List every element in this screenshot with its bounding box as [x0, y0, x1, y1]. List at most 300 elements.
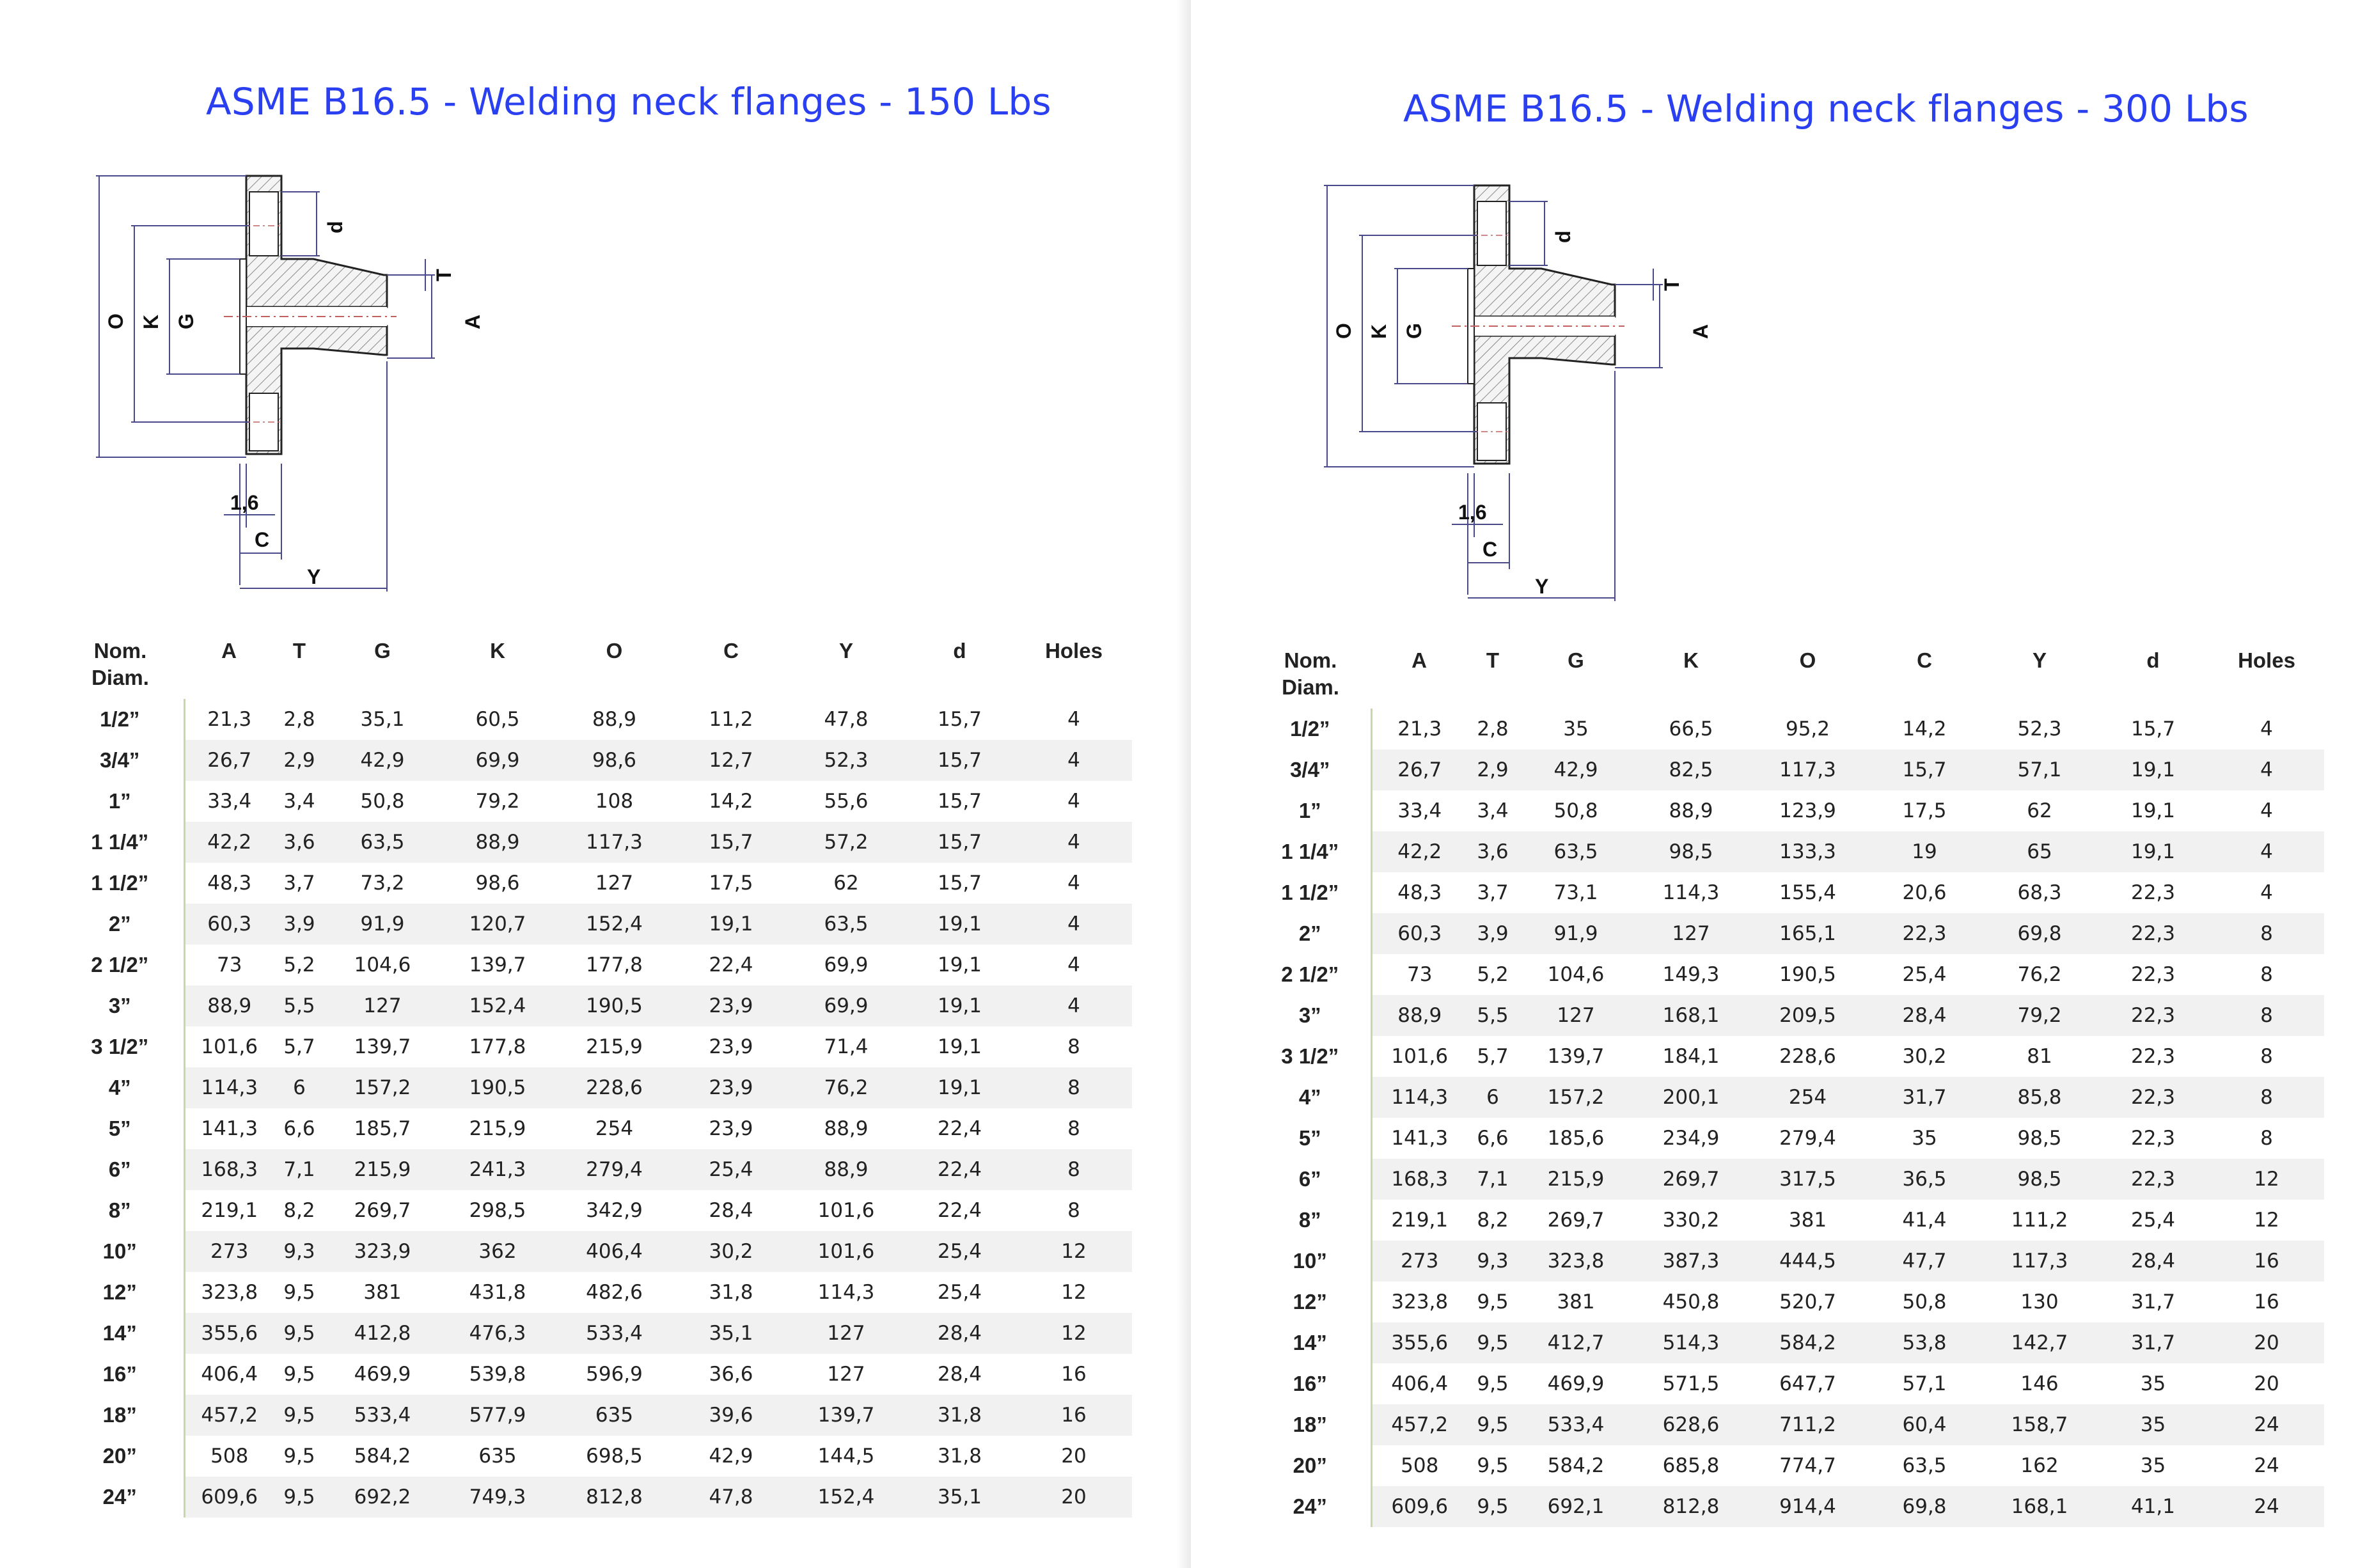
cell-t: 2,9 [274, 740, 325, 781]
cell-y: 55,6 [824, 790, 869, 813]
cell-a: 273 [184, 1231, 274, 1272]
label-g: G [1403, 323, 1426, 339]
cell-holes: 4 [1016, 904, 1132, 945]
cell-y: 98,5 [1982, 1159, 2097, 1200]
cell-holes: 8 [2209, 913, 2324, 954]
cell-y: 111,2 [2011, 1209, 2068, 1232]
cell-holes: 4 [1067, 872, 1080, 895]
cell-t: 9,5 [274, 1395, 325, 1436]
cell-k: 450,8 [1662, 1290, 1720, 1313]
cell-t: 5,2 [1477, 963, 1509, 986]
cell-g: 269,7 [354, 1199, 411, 1222]
cell-a: 21,3 [1371, 709, 1467, 749]
table-row [56, 985, 1132, 1026]
cell-k: 635 [478, 1445, 517, 1468]
cell-g: 73,1 [1553, 881, 1598, 904]
cell-y: 81 [2027, 1045, 2052, 1068]
cell-y: 139,7 [789, 1395, 904, 1436]
cell-t: 9,5 [1467, 1404, 1518, 1445]
cell-g: 215,9 [325, 1149, 440, 1190]
cell-y: 152,4 [789, 1477, 904, 1517]
cell-a: 219,1 [184, 1190, 274, 1231]
flange-drawing [77, 144, 512, 604]
cell-nom-diam: 10” [1250, 1241, 1371, 1282]
cell-nom-diam: 10” [56, 1231, 184, 1272]
cell-k: 241,3 [440, 1149, 555, 1190]
cell-nom-diam: 3” [1250, 995, 1371, 1036]
cell-nom-diam: 6” [56, 1149, 184, 1190]
cell-d: 22,4 [904, 1149, 1016, 1190]
cell-holes: 20 [1016, 1477, 1132, 1517]
cell-a: 609,6 [1371, 1486, 1467, 1527]
cell-c: 30,2 [1902, 1045, 1947, 1068]
column-header-t: T [1486, 648, 1500, 672]
cell-y: 62 [833, 872, 859, 895]
cell-a: 26,7 [1371, 749, 1467, 790]
cell-o: 177,8 [586, 953, 643, 976]
cell-o: 914,4 [1749, 1486, 1867, 1527]
cell-nom-diam: 1 1/2” [1281, 881, 1339, 904]
cell-o: 215,9 [586, 1035, 643, 1058]
cell-c: 47,7 [1867, 1241, 1982, 1282]
cell-d: 19,1 [2130, 799, 2176, 822]
cell-d: 35 [2140, 1454, 2166, 1477]
cell-a: 101,6 [184, 1026, 274, 1067]
cell-t: 9,5 [1477, 1454, 1509, 1477]
table-row [1250, 709, 2324, 749]
cell-a: 406,4 [1371, 1363, 1467, 1404]
cell-k: 362 [440, 1231, 555, 1272]
cell-k: 577,9 [440, 1395, 555, 1436]
cell-y: 69,9 [789, 985, 904, 1026]
cell-o: 165,1 [1749, 913, 1867, 954]
cell-k: 190,5 [440, 1067, 555, 1108]
cell-g: 139,7 [354, 1035, 411, 1058]
label-d: d [324, 221, 347, 233]
cell-a: 508 [184, 1436, 274, 1477]
cell-d: 25,4 [2130, 1209, 2176, 1232]
table-row [1250, 1322, 2324, 1363]
cell-y: 57,2 [789, 822, 904, 863]
column-header-g: G [374, 639, 391, 662]
cell-d: 25,4 [937, 1281, 982, 1304]
page-300-lbs [1191, 0, 2367, 1568]
cell-o: 127 [595, 872, 634, 895]
cell-d: 35 [2097, 1404, 2209, 1445]
cell-g: 104,6 [1547, 963, 1605, 986]
cell-o: 117,3 [1749, 749, 1867, 790]
cell-d: 31,7 [2130, 1290, 2176, 1313]
cell-a: 323,8 [1371, 1282, 1467, 1322]
flange-drawing [1305, 153, 1740, 614]
table-row [56, 781, 1132, 822]
label-o: O [104, 313, 127, 329]
cell-y: 144,5 [817, 1445, 875, 1468]
cell-t: 7,1 [1467, 1159, 1518, 1200]
cell-o: 647,7 [1779, 1372, 1836, 1395]
cell-y: 142,7 [1982, 1322, 2097, 1363]
cell-y: 65 [1982, 831, 2097, 872]
cell-a: 508 [1371, 1445, 1467, 1486]
cell-t: 2,8 [283, 708, 315, 731]
cell-t: 9,5 [283, 1445, 315, 1468]
table-row [1250, 954, 2324, 995]
cell-holes: 4 [2260, 799, 2273, 822]
cell-g: 269,7 [1547, 1209, 1605, 1232]
cell-g: 692,2 [325, 1477, 440, 1517]
column-header-k: K [490, 639, 505, 662]
cell-o: 444,5 [1749, 1241, 1867, 1282]
cell-d: 22,3 [2097, 1159, 2209, 1200]
cell-c: 17,5 [1902, 799, 1947, 822]
cell-a: 88,9 [184, 985, 274, 1026]
cell-a: 21,3 [184, 699, 274, 740]
label-y: Y [1535, 575, 1549, 598]
cell-t: 9,5 [283, 1281, 315, 1304]
cell-o: 228,6 [1779, 1045, 1836, 1068]
cell-y: 101,6 [817, 1199, 875, 1222]
header-row [1250, 633, 2324, 709]
cell-holes: 24 [2254, 1454, 2279, 1477]
cell-o: 152,4 [555, 904, 673, 945]
column-header-c: C [1917, 648, 1932, 672]
cell-c: 12,7 [673, 740, 789, 781]
cell-t: 8,2 [283, 1199, 315, 1222]
cell-nom-diam: 14” [56, 1313, 184, 1354]
cell-t: 8,2 [1477, 1209, 1509, 1232]
cell-d: 19,1 [904, 904, 1016, 945]
cell-t: 3,9 [1467, 913, 1518, 954]
cell-g: 50,8 [1553, 799, 1598, 822]
cell-y: 52,3 [2017, 717, 2062, 741]
table-row [56, 904, 1132, 945]
cell-k: 749,3 [440, 1477, 555, 1517]
cell-d: 15,7 [937, 708, 982, 731]
cell-nom-diam: 2” [1250, 913, 1371, 954]
cell-t: 2,9 [1467, 749, 1518, 790]
cell-k: 269,7 [1633, 1159, 1749, 1200]
cell-holes: 16 [1061, 1363, 1087, 1386]
cell-d: 22,3 [2097, 995, 2209, 1036]
label-d: d [1552, 230, 1575, 243]
cell-a: 60,3 [1371, 913, 1467, 954]
cell-a: 26,7 [184, 740, 274, 781]
cell-k: 120,7 [440, 904, 555, 945]
table-row [1250, 1486, 2324, 1527]
table-row [1250, 1036, 2324, 1077]
column-header-t: T [292, 639, 306, 662]
cell-y: 162 [2020, 1454, 2059, 1477]
table-row [1250, 831, 2324, 872]
label-k: K [139, 314, 162, 329]
cell-o: 228,6 [555, 1067, 673, 1108]
cell-c: 39,6 [673, 1395, 789, 1436]
cell-c: 25,4 [1902, 963, 1947, 986]
cell-y: 158,7 [1982, 1404, 2097, 1445]
column-header-a: A [221, 639, 237, 662]
cell-holes: 8 [1016, 1067, 1132, 1108]
cell-c: 50,8 [1902, 1290, 1947, 1313]
table-row [1250, 749, 2324, 790]
cell-k: 476,3 [440, 1313, 555, 1354]
page-title: ASME B16.5 - Welding neck flanges - 150 Lbs [206, 80, 1051, 123]
cell-nom-diam: 3” [56, 985, 184, 1026]
cell-holes: 8 [2260, 1045, 2273, 1068]
flange-cross-section [77, 144, 512, 604]
cell-g: 35 [1563, 717, 1589, 741]
cell-t: 5,7 [1477, 1045, 1509, 1068]
cell-d: 22,3 [2130, 1127, 2176, 1150]
cell-k: 82,5 [1633, 749, 1749, 790]
cell-g: 185,6 [1547, 1127, 1605, 1150]
column-header-o: O [606, 639, 623, 662]
table-row [56, 699, 1132, 740]
cell-c: 14,2 [709, 790, 753, 813]
cell-a: 101,6 [1371, 1036, 1467, 1077]
cell-holes: 8 [1016, 1149, 1132, 1190]
cell-y: 76,2 [2017, 963, 2062, 986]
cell-holes: 4 [2260, 881, 2273, 904]
cell-k: 298,5 [469, 1199, 526, 1222]
cell-o: 108 [595, 790, 634, 813]
table-row [56, 1108, 1132, 1149]
label-g: G [175, 313, 198, 329]
table-row [56, 863, 1132, 904]
cell-a: 609,6 [184, 1477, 274, 1517]
cell-a: 273 [1371, 1241, 1467, 1282]
cell-k: 152,4 [440, 985, 555, 1026]
cell-d: 31,8 [937, 1445, 982, 1468]
cell-y: 68,3 [2017, 881, 2062, 904]
cell-d: 41,1 [2097, 1486, 2209, 1527]
cell-d: 31,7 [2097, 1322, 2209, 1363]
cell-t: 9,5 [1467, 1322, 1518, 1363]
cell-nom-diam: 4” [56, 1067, 184, 1108]
label-c: C [255, 528, 270, 551]
cell-o: 254 [1749, 1077, 1867, 1118]
cell-g: 381 [363, 1281, 402, 1304]
cell-t: 5,5 [1467, 995, 1518, 1036]
cell-holes: 4 [1067, 953, 1080, 976]
cell-a: 168,3 [1371, 1159, 1467, 1200]
cell-d: 22,3 [2130, 963, 2176, 986]
cell-t: 9,3 [1467, 1241, 1518, 1282]
cell-t: 6,6 [283, 1117, 315, 1140]
cell-g: 139,7 [1547, 1045, 1605, 1068]
cell-nom-diam: 20” [102, 1444, 137, 1468]
cell-t: 9,5 [283, 1363, 315, 1386]
cell-y: 69,8 [1982, 913, 2097, 954]
label-o: O [1332, 323, 1355, 339]
cell-t: 6 [1467, 1077, 1518, 1118]
cell-a: 73 [1371, 954, 1467, 995]
cell-d: 15,7 [2130, 717, 2176, 741]
cell-d: 25,4 [904, 1231, 1016, 1272]
cell-c: 60,4 [1867, 1404, 1982, 1445]
cell-holes: 4 [1016, 822, 1132, 863]
cell-o: 342,9 [586, 1199, 643, 1222]
table-row [56, 1026, 1132, 1067]
cell-o: 133,3 [1749, 831, 1867, 872]
cell-c: 36,6 [709, 1363, 753, 1386]
column-header-c: C [723, 639, 739, 662]
cell-nom-diam: 1” [1298, 799, 1321, 822]
cell-c: 19 [1867, 831, 1982, 872]
cell-a: 457,2 [1371, 1404, 1467, 1445]
cell-a: 355,6 [1371, 1322, 1467, 1363]
cell-d: 22,4 [937, 1199, 982, 1222]
cell-o: 812,8 [555, 1477, 673, 1517]
cell-holes: 8 [2209, 1077, 2324, 1118]
cell-d: 19,1 [2097, 831, 2209, 872]
cell-k: 98,6 [475, 872, 520, 895]
cell-a: 73 [184, 945, 274, 985]
cell-k: 685,8 [1662, 1454, 1720, 1477]
cell-a: 219,1 [1371, 1200, 1467, 1241]
cell-k: 139,7 [469, 953, 526, 976]
cell-o: 155,4 [1779, 881, 1836, 904]
table-row [1250, 1200, 2324, 1241]
cell-g: 42,9 [1518, 749, 1633, 790]
cell-k: 60,5 [475, 708, 520, 731]
cell-t: 2,8 [1477, 717, 1509, 741]
cell-t: 3,4 [283, 790, 315, 813]
cell-g: 157,2 [1518, 1077, 1633, 1118]
cell-o: 88,9 [592, 708, 637, 731]
table-row [1250, 995, 2324, 1036]
cell-k: 234,9 [1662, 1127, 1720, 1150]
cell-g: 533,4 [325, 1395, 440, 1436]
cell-t: 3,6 [274, 822, 325, 863]
table-row [56, 1395, 1132, 1436]
cell-g: 63,5 [1518, 831, 1633, 872]
cell-holes: 16 [1016, 1395, 1132, 1436]
cell-k: 168,1 [1633, 995, 1749, 1036]
bolt-hole-upper [249, 192, 278, 256]
cell-y: 130 [2020, 1290, 2059, 1313]
cell-y: 114,3 [817, 1281, 875, 1304]
cell-g: 127 [325, 985, 440, 1026]
cell-d: 19,1 [937, 1035, 982, 1058]
column-header-d: d [953, 639, 966, 662]
cell-holes: 8 [1067, 1117, 1080, 1140]
cell-t: 5,2 [283, 953, 315, 976]
cell-d: 22,3 [2097, 913, 2209, 954]
cell-holes: 20 [2209, 1322, 2324, 1363]
cell-y: 85,8 [1982, 1077, 2097, 1118]
cell-t: 9,5 [1477, 1372, 1509, 1395]
cell-holes: 16 [2254, 1290, 2279, 1313]
table-row [56, 740, 1132, 781]
cell-c: 22,3 [1867, 913, 1982, 954]
cell-nom-diam: 1 1/4” [56, 822, 184, 863]
bolt-hole-upper [1477, 201, 1506, 265]
cell-g: 91,9 [325, 904, 440, 945]
dimensions-table [56, 623, 1133, 1517]
cell-nom-diam: 3/4” [1250, 749, 1371, 790]
cell-t: 6 [274, 1067, 325, 1108]
cell-d: 15,7 [904, 822, 1016, 863]
cell-holes: 20 [1061, 1445, 1087, 1468]
cell-t: 3,4 [1477, 799, 1509, 822]
cell-d: 35,1 [904, 1477, 1016, 1517]
cell-g: 91,9 [1518, 913, 1633, 954]
label-y: Y [307, 565, 321, 588]
cell-a: 114,3 [1371, 1077, 1467, 1118]
cell-c: 23,9 [709, 1035, 753, 1058]
cell-nom-diam: 20” [1293, 1454, 1327, 1477]
cell-y: 57,1 [1982, 749, 2097, 790]
cell-g: 127 [1518, 995, 1633, 1036]
column-header-holes: Holes [1045, 639, 1103, 662]
cell-nom-diam: 1/2” [100, 707, 140, 731]
column-header-y: Y [838, 639, 853, 662]
cell-holes: 8 [2209, 995, 2324, 1036]
cell-k: 387,3 [1633, 1241, 1749, 1282]
cell-g: 63,5 [325, 822, 440, 863]
cell-o: 123,9 [1779, 799, 1836, 822]
table-row [56, 1067, 1132, 1108]
cell-k: 330,2 [1662, 1209, 1720, 1232]
cell-c: 57,1 [1902, 1372, 1947, 1395]
table-row [56, 1313, 1132, 1354]
column-header-holes: Holes [2238, 648, 2295, 672]
column-header-nom-diam: Nom. Diam. [1282, 648, 1339, 699]
column-header-d: d [2146, 648, 2160, 672]
cell-holes: 8 [2260, 963, 2273, 986]
cell-d: 22,4 [937, 1117, 982, 1140]
label-raised-face: 1,6 [230, 491, 259, 514]
cell-g: 412,7 [1518, 1322, 1633, 1363]
cell-t: 9,5 [1477, 1290, 1509, 1313]
cell-c: 25,4 [673, 1149, 789, 1190]
label-raised-face: 1,6 [1458, 501, 1487, 524]
cell-nom-diam: 18” [1250, 1404, 1371, 1445]
cell-c: 17,5 [709, 872, 753, 895]
cell-d: 28,4 [904, 1313, 1016, 1354]
cell-c: 23,9 [673, 985, 789, 1026]
cell-g: 412,8 [325, 1313, 440, 1354]
cell-a: 42,2 [1371, 831, 1467, 872]
cell-nom-diam: 3 1/2” [1281, 1044, 1339, 1068]
cell-c: 14,2 [1902, 717, 1947, 741]
cell-a: 114,3 [184, 1067, 274, 1108]
cell-c: 31,7 [1867, 1077, 1982, 1118]
table-row [1250, 1404, 2324, 1445]
cell-holes: 12 [1016, 1313, 1132, 1354]
cell-d: 15,7 [937, 790, 982, 813]
cell-d: 31,8 [904, 1395, 1016, 1436]
column-header-a: A [1412, 648, 1427, 672]
cell-a: 48,3 [1371, 872, 1467, 913]
cell-g: 185,7 [354, 1117, 411, 1140]
cell-c: 15,7 [1867, 749, 1982, 790]
table-row [1250, 790, 2324, 831]
cell-o: 190,5 [555, 985, 673, 1026]
cell-k: 127 [1633, 913, 1749, 954]
cell-o: 482,6 [586, 1281, 643, 1304]
cell-nom-diam: 3/4” [56, 740, 184, 781]
cell-c: 63,5 [1902, 1454, 1947, 1477]
cell-y: 127 [789, 1313, 904, 1354]
table-row [1250, 872, 2324, 913]
table-row [56, 945, 1132, 985]
cell-d: 15,7 [904, 740, 1016, 781]
cell-o: 279,4 [1779, 1127, 1836, 1150]
cell-holes: 8 [1067, 1035, 1080, 1058]
cell-holes: 4 [1067, 790, 1080, 813]
cell-k: 812,8 [1633, 1486, 1749, 1527]
